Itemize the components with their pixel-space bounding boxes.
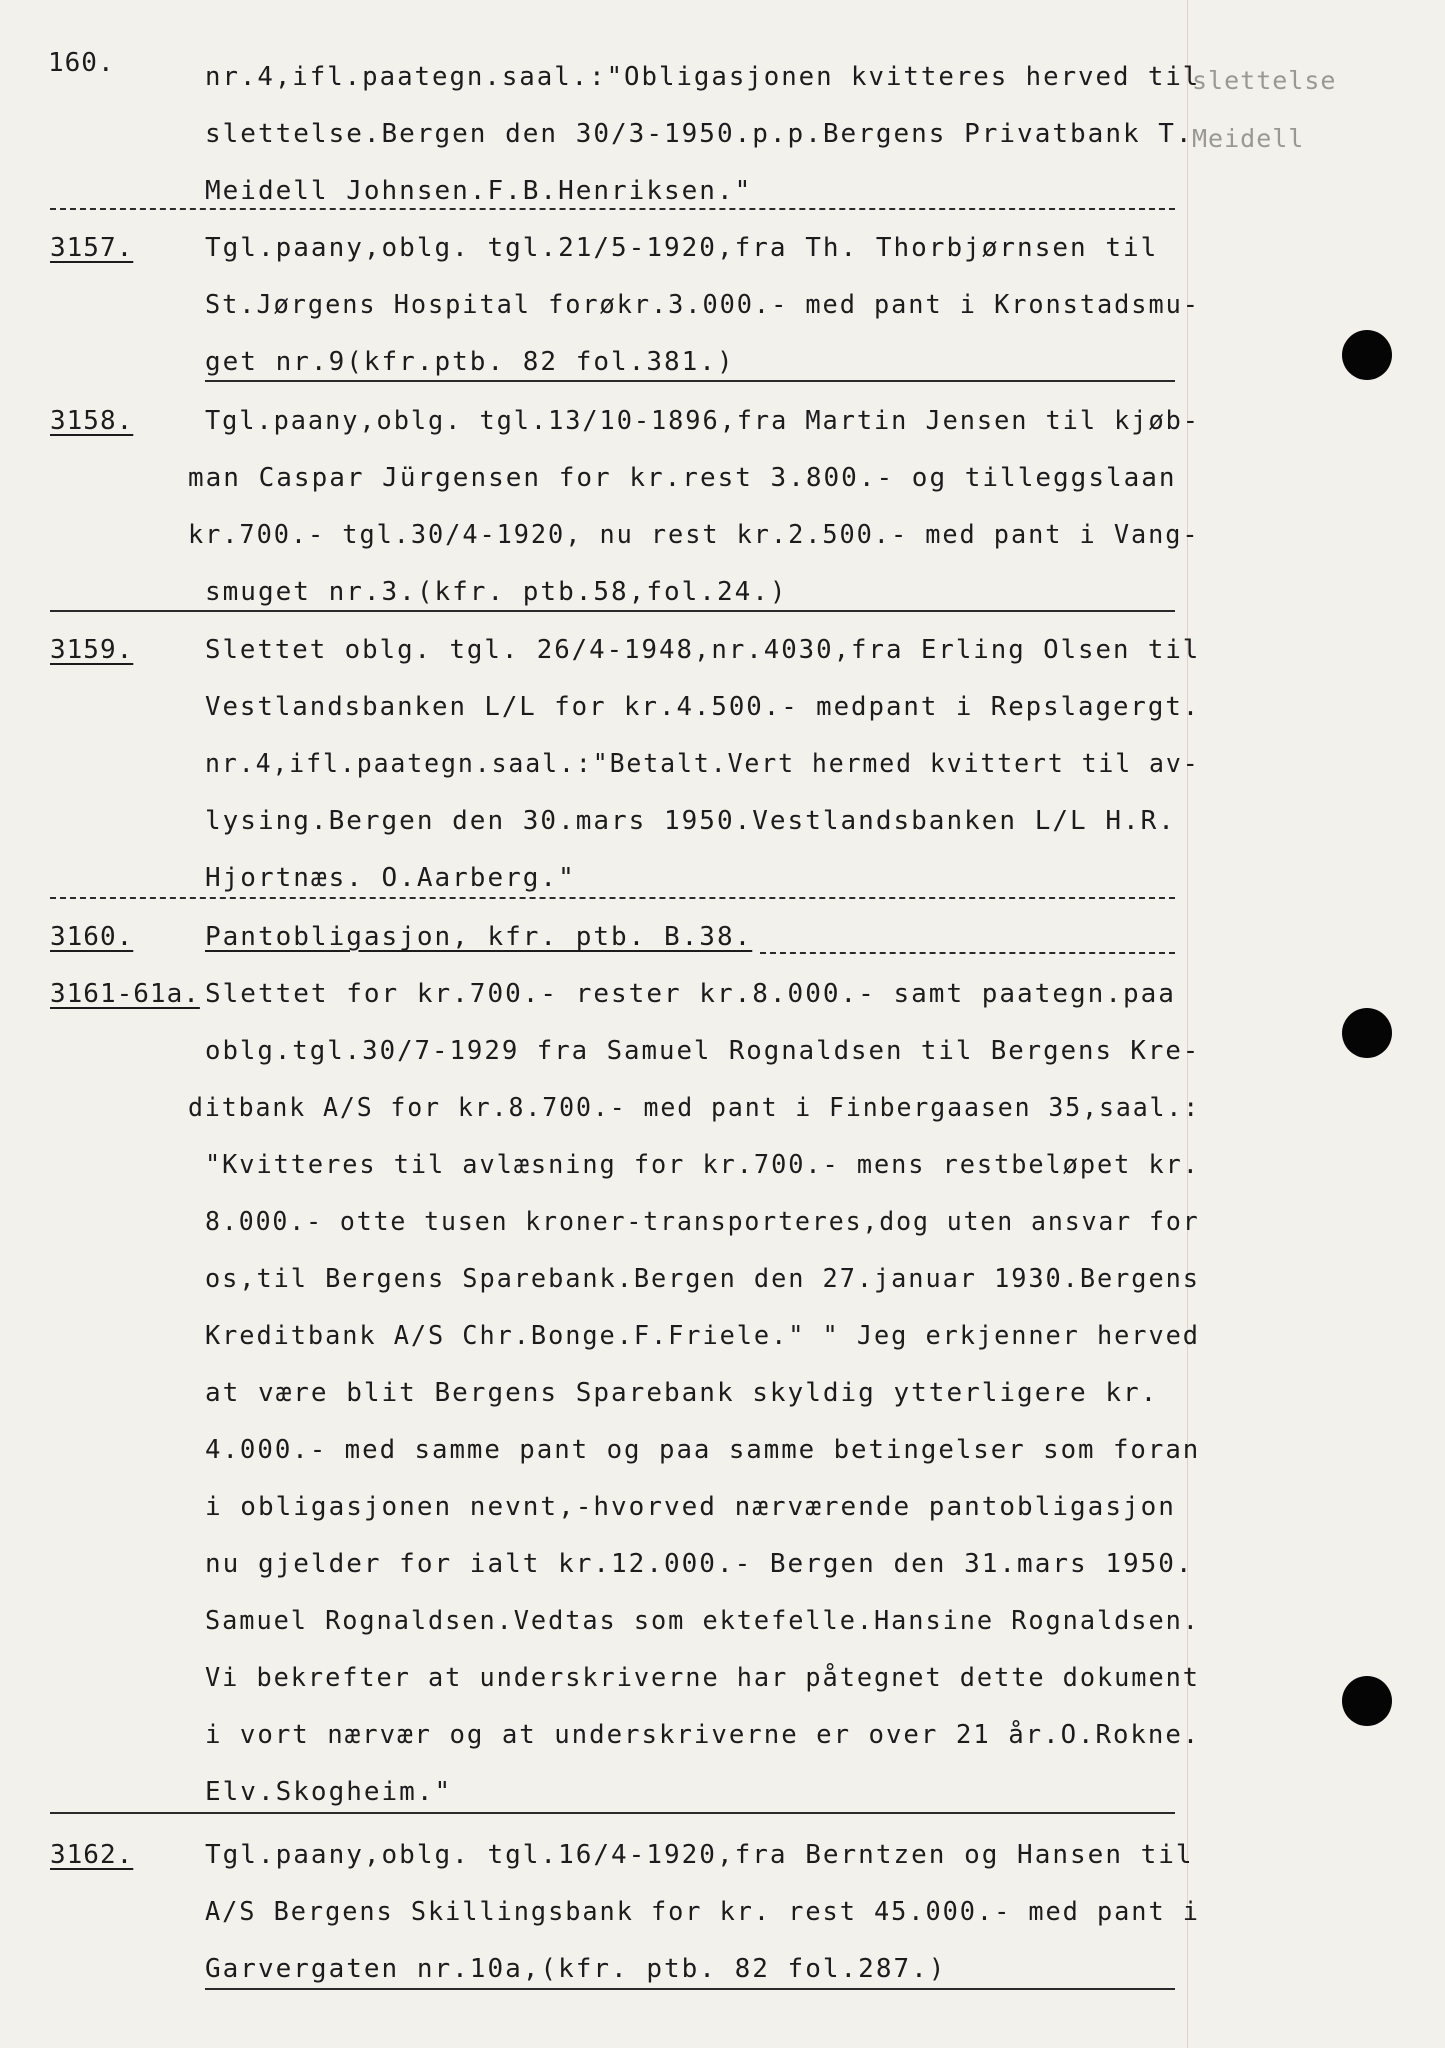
bleed-through-text: Meidell [1192,124,1305,153]
entry-line: Samuel Rognaldsen.Vedtas som ektefelle.Hansine Rognaldsen. [205,1606,1200,1636]
entry-line: smuget nr.3.(kfr. ptb.58,fol.24.) [205,577,788,607]
entry-line: "Kvitteres til avlæsning for kr.700.- mens restbeløpet kr. [205,1150,1200,1180]
entry-line: man Caspar Jürgensen for kr.rest 3.800.- og tilleggslaan [188,463,1177,493]
entry-line: nr.4,ifl.paategn.saal.:"Betalt.Vert hermed kvittert til av- [205,749,1200,779]
entry-line: nr.4,ifl.paategn.saal.:"Obligasjonen kvitteres herved til [205,62,1201,92]
page-number: 160. [48,48,115,78]
entry-line: at være blit Bergens Sparebank skyldig ytterligere kr. [205,1378,1159,1408]
entry-number: 3161-61a. [50,979,200,1009]
entry-line: lysing.Bergen den 30.mars 1950.Vestlandsbanken L/L H.R. [205,806,1176,836]
entry-line: A/S Bergens Skillingsbank for kr. rest 45.000.- med pant i [205,1897,1200,1927]
entry-line: Tgl.paany,oblg. tgl.16/4-1920,fra Berntzen og Hansen til [205,1840,1194,1870]
entry-number: 3157. [50,233,134,263]
entry-line: Tgl.paany,oblg. tgl.21/5-1920,fra Th. Thorbjørnsen til [205,233,1159,263]
entry-line: Pantobligasjon, kfr. ptb. B.38. [205,922,753,952]
entry-line: Garvergaten nr.10a,(kfr. ptb. 82 fol.287.) [205,1954,947,1984]
bleed-through-text: slettelse [1192,66,1337,95]
entry-line: i vort nærvær og at underskriverne er over 21 år.O.Rokne. [205,1720,1201,1750]
entry-line: ditbank A/S for kr.8.700.- med pant i Finbergaasen 35,saal.: [188,1093,1201,1123]
entry-line: Vi bekrefter at underskriverne har påtegnet dette dokument [205,1663,1200,1693]
entry-line: Elv.Skogheim." [205,1777,453,1807]
entry-line: kr.700.- tgl.30/4-1920, nu rest kr.2.500.- med pant i Vang- [188,520,1200,550]
entry-line: Hjortnæs. O.Aarberg." [205,863,576,893]
entry-line: Tgl.paany,oblg. tgl.13/10-1896,fra Martin Jensen til kjøb- [205,406,1200,436]
entry-number: 3160. [50,922,134,952]
entry-line: Kreditbank A/S Chr.Bonge.F.Friele." " Jeg erkjenner herved [205,1321,1200,1351]
entry-line: get nr.9(kfr.ptb. 82 fol.381.) [205,347,735,377]
entry-line: St.Jørgens Hospital forøkr.3.000.- med pant i Kronstadsmu- [205,290,1200,320]
entry-line: Vestlandsbanken L/L for kr.4.500.- medpant i Repslagergt. [205,692,1201,722]
entry-line: os,til Bergens Sparebank.Bergen den 27.januar 1930.Bergens [205,1264,1200,1294]
entry-line: 8.000.- otte tusen kroner-transporteres,dog uten ansvar for [205,1207,1200,1237]
entry-divider [50,208,1175,210]
entry-line: Slettet for kr.700.- rester kr.8.000.- samt paategn.paa [205,979,1176,1009]
binder-hole-icon [1342,1676,1392,1726]
entry-line: Meidell Johnsen.F.B.Henriksen." [205,176,753,206]
binder-hole-icon [1342,1008,1392,1058]
entry-divider [205,380,1175,382]
entry-line: oblg.tgl.30/7-1929 fra Samuel Rognaldsen til Bergens Kre- [205,1036,1201,1066]
entry-divider [205,1988,1175,1990]
entry-line: slettelse.Bergen den 30/3-1950.p.p.Bergens Privatbank T. [205,119,1194,149]
entry-divider [50,897,1175,899]
entry-divider [50,610,1175,612]
binder-hole-icon [1342,330,1392,380]
entry-number: 3162. [50,1840,134,1870]
entry-line: i obligasjonen nevnt,-hvorved nærværende pantobligasjon [205,1492,1176,1522]
entry-divider [50,1812,1175,1814]
entry-line: nu gjelder for ialt kr.12.000.- Bergen den 31.mars 1950. [205,1549,1194,1579]
entry-number: 3159. [50,635,134,665]
entry-number: 3158. [50,406,134,436]
entry-line: Slettet oblg. tgl. 26/4-1948,nr.4030,fra Erling Olsen til [205,635,1201,665]
entry-divider [760,952,1175,954]
entry-line: 4.000.- med samme pant og paa samme betingelser som foran [205,1435,1201,1465]
